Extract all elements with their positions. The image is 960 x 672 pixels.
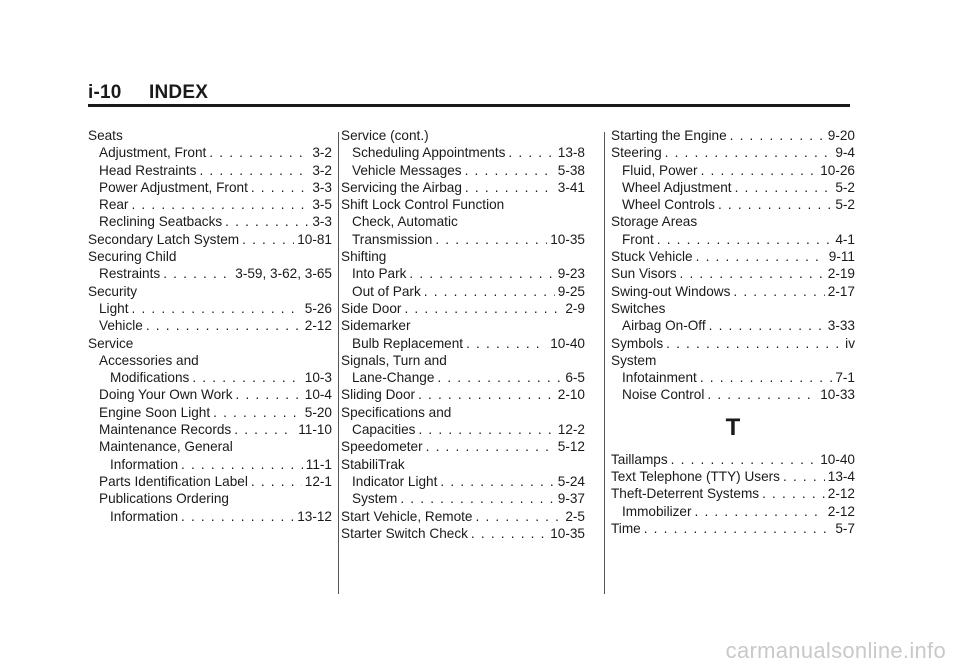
index-entry (611, 520, 855, 537)
dot-leader (696, 248, 826, 265)
dot-leader (700, 369, 833, 386)
index-entry (341, 162, 585, 179)
index-entry-page: 3-5 (312, 197, 332, 213)
index-entry-label: Shift Lock Control Function (341, 197, 505, 213)
index-entry (611, 127, 855, 144)
index-entry (88, 283, 332, 300)
index-entry-page: 2-10 (557, 387, 585, 403)
index-entry (341, 473, 585, 490)
dot-leader (146, 317, 302, 334)
page-number: i-10 (88, 82, 122, 103)
index-entry (341, 317, 585, 334)
index-entry (341, 421, 585, 438)
index-entry-label: Immobilizer (622, 503, 692, 519)
dot-leader (424, 283, 555, 300)
dot-leader (199, 162, 309, 179)
index-column-1 (88, 127, 332, 525)
index-entry-label: Modifications (110, 370, 190, 386)
index-entry-page: 13-12 (297, 508, 332, 524)
index-section-letter: T (725, 413, 741, 441)
dot-leader (671, 451, 818, 468)
index-entry-page: 3-33 (827, 318, 855, 334)
index-entry (341, 213, 585, 230)
index-entry-label: Symbols (611, 335, 664, 351)
index-entry (88, 162, 332, 179)
index-entry (611, 213, 855, 230)
index-entry (88, 144, 332, 161)
dot-leader (762, 485, 825, 502)
dot-leader (426, 438, 555, 455)
index-entry (341, 300, 585, 317)
index-entry (341, 352, 585, 369)
index-entry (611, 485, 855, 502)
index-entry-label: Infotainment (622, 370, 697, 386)
index-entry-page: 2-12 (304, 318, 332, 334)
index-entry-label: Side Door (341, 300, 402, 316)
dot-leader (409, 265, 554, 282)
index-entry (611, 352, 855, 369)
index-entry-page: 5-24 (557, 473, 585, 489)
index-entry-page: 12-1 (304, 473, 332, 489)
index-entry-page: 3-3 (312, 179, 332, 195)
dot-leader (701, 162, 818, 179)
index-entry-label: System (611, 352, 657, 368)
index-entry-label: Sun Visors (611, 266, 677, 282)
column-divider (604, 132, 605, 594)
index-entry (611, 162, 855, 179)
index-entry-label: Time (611, 520, 641, 536)
index-entry-label: Sidemarker (341, 318, 411, 334)
index-entry-page: 7-1 (835, 370, 855, 386)
dot-leader (730, 127, 825, 144)
index-entry-label: Fluid, Power (622, 162, 698, 178)
index-entry-page: 2-12 (827, 486, 855, 502)
index-entry (88, 421, 332, 438)
index-entry (611, 503, 855, 520)
index-entry-label: Vehicle (99, 318, 143, 334)
index-entry-page: 3-2 (312, 145, 332, 161)
index-entry-label: Vehicle Messages (352, 162, 462, 178)
index-entry-page: 6-5 (565, 370, 585, 386)
index-entry (88, 179, 332, 196)
index-entry-label: Head Restraints (99, 162, 197, 178)
watermark: carmanualsonline.info (725, 638, 946, 663)
index-entry-page: 3-41 (557, 179, 585, 195)
dot-leader (181, 508, 294, 525)
index-entry (341, 283, 585, 300)
index-entry-label: Security (88, 283, 138, 299)
dot-leader (251, 179, 310, 196)
index-entry (88, 317, 332, 334)
index-column-2 (341, 127, 585, 542)
index-entry-label: Noise Control (622, 387, 705, 403)
index-entry (88, 456, 332, 473)
index-entry-label: Airbag On-Off (622, 318, 706, 334)
index-entry (611, 231, 855, 248)
index-entry (88, 369, 332, 386)
index-entry (341, 508, 585, 525)
index-entry (88, 248, 332, 265)
index-entry-label: Secondary Latch System (88, 231, 240, 247)
dot-leader (181, 456, 303, 473)
index-entry-page: 5-2 (835, 179, 855, 195)
dot-leader (440, 473, 554, 490)
index-entry-label: Information (110, 508, 179, 524)
index-entry-page: 5-2 (835, 197, 855, 213)
dot-leader (163, 265, 232, 282)
index-entry-page: 9-37 (557, 491, 585, 507)
dot-leader (234, 421, 295, 438)
dot-leader (465, 179, 555, 196)
index-entry-label: Taillamps (611, 451, 668, 467)
dot-leader (418, 386, 555, 403)
index-entry-page: 10-3 (304, 370, 332, 386)
index-entry-label: Wheel Controls (622, 197, 715, 213)
index-entry-label: Storage Areas (611, 214, 698, 230)
dot-leader (465, 162, 555, 179)
index-entry (341, 144, 585, 161)
index-entry-page: 5-7 (835, 520, 855, 536)
dot-leader (131, 196, 309, 213)
index-entry-label: Front (622, 231, 654, 247)
index-entry-page: 10-35 (550, 525, 585, 541)
index-entry-page: 10-35 (550, 231, 585, 247)
index-entry-label: Engine Soon Light (99, 404, 211, 420)
index-entry-label: Publications Ordering (99, 491, 229, 507)
index-entry-label: Maintenance, General (99, 439, 233, 455)
index-entry-label: StabiliTrak (341, 456, 405, 472)
index-entry (88, 352, 332, 369)
index-entry-label: Starter Switch Check (341, 525, 468, 541)
dot-leader (192, 369, 301, 386)
index-entry (611, 248, 855, 265)
index-entry (611, 468, 855, 485)
index-entry-label: Theft-Deterrent Systems (611, 486, 760, 502)
header-rule (88, 104, 850, 107)
index-entry-page: 5-20 (304, 404, 332, 420)
index-entry-page: 2-19 (827, 266, 855, 282)
dot-leader (435, 231, 547, 248)
index-entry-label: Shifting (341, 249, 387, 265)
index-entry-page: 13-4 (827, 469, 855, 485)
index-entry-page: iv (845, 335, 855, 351)
index-entry (341, 335, 585, 352)
index-entry (88, 386, 332, 403)
index-entry (88, 265, 332, 282)
dot-leader (680, 265, 825, 282)
dot-leader (666, 335, 842, 352)
dot-leader (236, 386, 302, 403)
dot-leader (209, 144, 309, 161)
index-entry-label: Stuck Vehicle (611, 249, 693, 265)
index-entry-page: 9-20 (827, 128, 855, 143)
dot-leader (475, 508, 562, 525)
index-entry-page: 3-3 (312, 214, 332, 230)
index-entry (611, 335, 855, 352)
index-entry (341, 196, 585, 213)
index-entry-label: Service (cont.) (341, 128, 429, 143)
index-entry (611, 386, 855, 403)
index-entry-label: Speedometer (341, 439, 423, 455)
dot-leader (213, 404, 302, 421)
index-entry (88, 127, 332, 144)
index-entry-label: Sliding Door (341, 387, 416, 403)
index-entry (341, 438, 585, 455)
index-entry-label: Start Vehicle, Remote (341, 508, 473, 524)
index-entry-label: Swing-out Windows (611, 283, 731, 299)
dot-leader (665, 144, 833, 161)
index-entry-label: Servicing the Airbag (341, 179, 462, 195)
dot-leader (709, 317, 825, 334)
index-entry-label: Securing Child (88, 249, 177, 265)
dot-leader (735, 179, 833, 196)
index-entry-label: Switches (611, 300, 666, 316)
index-entry-page: 5-12 (557, 439, 585, 455)
dot-leader (783, 468, 825, 485)
index-entry (341, 231, 585, 248)
index-entry-label: Into Park (352, 266, 407, 282)
dot-leader (657, 231, 833, 248)
index-entry-label: Seats (88, 128, 123, 143)
column-divider (338, 132, 339, 594)
index-entry (88, 404, 332, 421)
index-entry (88, 473, 332, 490)
index-entry-page: 2-5 (565, 508, 585, 524)
index-entry (611, 283, 855, 300)
index-entry (611, 317, 855, 334)
index-entry (88, 213, 332, 230)
index-entry-label: Service (88, 335, 134, 351)
index-entry-label: Rear (99, 197, 129, 213)
index-entry-label: Capacities (352, 422, 416, 438)
dot-leader (400, 490, 554, 507)
index-entry (88, 300, 332, 317)
dot-leader (644, 520, 833, 537)
index-entry (88, 490, 332, 507)
index-entry (341, 265, 585, 282)
index-entry (611, 144, 855, 161)
dot-leader (131, 300, 301, 317)
index-entry (611, 265, 855, 282)
dot-leader (466, 335, 547, 352)
index-entry-page: 9-23 (557, 266, 585, 282)
index-entry (341, 456, 585, 473)
dot-leader (418, 421, 554, 438)
index-entry-label: Steering (611, 145, 662, 161)
index-entry (341, 248, 585, 265)
index-entry-label: Scheduling Appointments (352, 145, 506, 161)
index-entry-label: Check, Automatic (352, 214, 458, 230)
index-entry-label: Restraints (99, 266, 161, 282)
dot-leader (695, 503, 825, 520)
page-header (88, 82, 208, 104)
dot-leader (251, 473, 302, 490)
dot-leader (718, 196, 832, 213)
dot-leader (225, 213, 309, 230)
index-entry (88, 438, 332, 455)
index-entry-label: Bulb Replacement (352, 335, 464, 351)
index-entry-page: 2-12 (827, 503, 855, 519)
index-entry (88, 335, 332, 352)
index-entry-page: 10-26 (820, 162, 855, 178)
index-entry-label: Out of Park (352, 283, 421, 299)
index-column-3 (611, 127, 855, 537)
index-entry-label: Doing Your Own Work (99, 387, 233, 403)
dot-leader (707, 386, 817, 403)
index-entry (341, 404, 585, 421)
index-entry-label: Text Telephone (TTY) Users (611, 469, 780, 485)
dot-leader (242, 231, 294, 248)
index-entry-label: Indicator Light (352, 473, 438, 489)
index-entry-page: 3-59, 3-62, 3-65 (235, 266, 332, 282)
index-entry (341, 369, 585, 386)
index-entry-label: Maintenance Records (99, 422, 232, 438)
index-entry (341, 386, 585, 403)
index-entry (611, 196, 855, 213)
index-entry-label: Lane-Change (352, 370, 435, 386)
index-entry-page: 3-2 (312, 162, 332, 178)
index-entry-label: Parts Identification Label (99, 473, 248, 489)
index-entry-label: Information (110, 456, 179, 472)
dot-leader (471, 525, 547, 542)
index-entry-label: Specifications and (341, 404, 452, 420)
index-entry-page: 4-1 (835, 231, 855, 247)
index-entry-label: Transmission (352, 231, 433, 247)
index-entry (611, 300, 855, 317)
index-entry (341, 127, 585, 144)
index-entry-page: 10-4 (304, 387, 332, 403)
index-entry (88, 231, 332, 248)
index-entry (88, 196, 332, 213)
index-entry-label: Wheel Adjustment (622, 179, 732, 195)
index-entry-label: Light (99, 300, 129, 316)
index-entry-page: 12-2 (557, 422, 585, 438)
index-entry-page: 10-40 (820, 451, 855, 467)
index-entry-label: Reclining Seatbacks (99, 214, 223, 230)
index-entry (611, 451, 855, 468)
index-entry-page: 5-26 (304, 300, 332, 316)
page-title: INDEX (149, 82, 209, 103)
index-entry-label: Adjustment, Front (99, 145, 207, 161)
index-entry-page: 11-1 (305, 456, 332, 472)
index-entry-page: 13-8 (557, 145, 585, 161)
dot-leader (733, 283, 824, 300)
index-entry-page: 2-9 (565, 300, 585, 316)
index-entry-page: 9-25 (557, 283, 585, 299)
index-entry-page: 10-40 (550, 335, 585, 351)
index-entry-label: Signals, Turn and (341, 352, 447, 368)
index-entry-page: 5-38 (557, 162, 585, 178)
index-entry-page: 9-4 (835, 145, 855, 161)
index-entry (88, 508, 332, 525)
index-entry (341, 179, 585, 196)
index-entry-label: Starting the Engine (611, 128, 727, 143)
index-entry-page: 2-17 (827, 283, 855, 299)
index-entry-page: 9-11 (828, 249, 855, 265)
index-entry (341, 490, 585, 507)
index-entry-page: 11-10 (298, 422, 332, 438)
index-entry (611, 369, 855, 386)
index-entry-label: Power Adjustment, Front (99, 179, 248, 195)
index-entry-label: System (352, 491, 398, 507)
index-entry (341, 525, 585, 542)
index-entry-page: 10-81 (297, 231, 332, 247)
index-entry-label: Accessories and (99, 352, 199, 368)
dot-leader (404, 300, 562, 317)
dot-leader (508, 144, 554, 161)
dot-leader (437, 369, 562, 386)
index-entry-page: 10-33 (820, 387, 855, 403)
index-entry (611, 179, 855, 196)
